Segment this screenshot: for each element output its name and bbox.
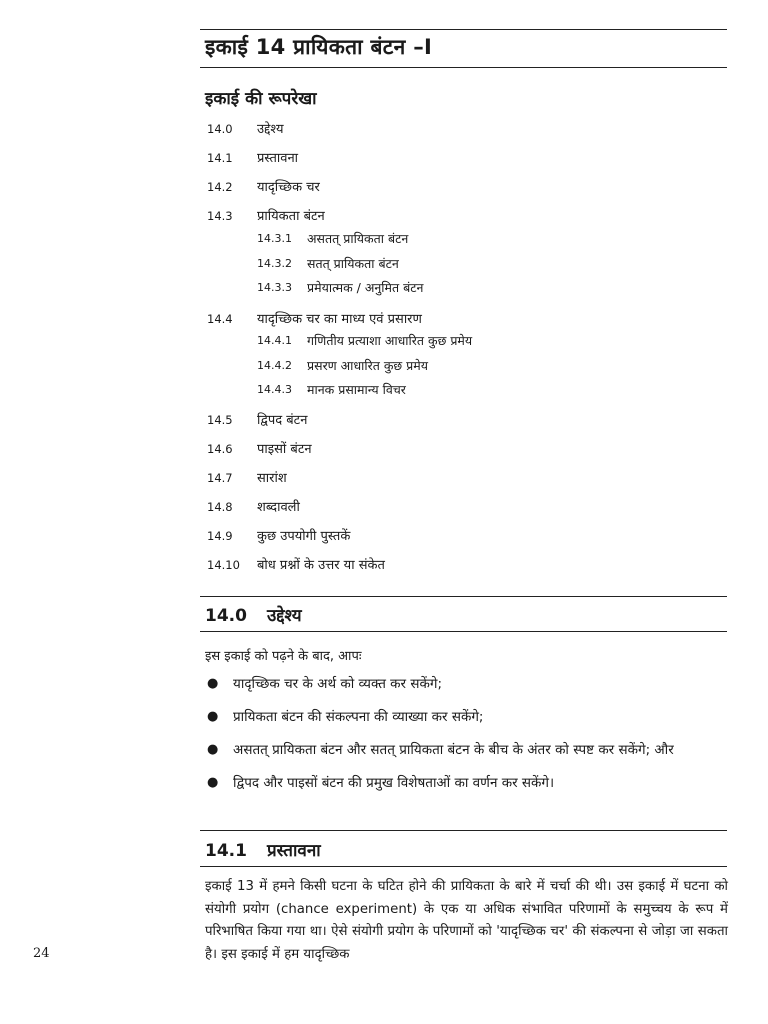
list-item-text: प्रायिकता बंटन की संकल्पना की व्याख्या कर सकेंगे;	[233, 709, 484, 725]
section-rule	[200, 596, 727, 597]
list-item	[205, 673, 730, 695]
section-number: 14.0	[205, 606, 247, 626]
list-item	[205, 739, 730, 761]
toc-subitem-number: 14.3.1	[257, 232, 292, 245]
toc-item	[207, 465, 727, 494]
section-number: 14.1	[205, 841, 247, 861]
toc-subitem-label: प्रमेयात्मक / अनुमित बंटन	[307, 280, 424, 295]
toc-subitem	[207, 356, 727, 381]
toc-subitem	[207, 278, 727, 306]
toc-item-label: शब्दावली	[257, 500, 300, 515]
introduction-paragraph: इकाई 13 में हमने किसी घटना के घटित होने की प्रायिकता के बारे में चर्चा की थी। उस इकाई में घटना को संयोगी प्रयोग (chance experiment) के एक या अधिक संभावित परिणामों के समुच्चय के रूप में परिभाषित किया गया था। ऐसे संयोगी प्रयोग के परिणामों को 'यादृच्छिक चर' की संकल्पना से जोड़ा जा सकता है। इस इकाई में हम यादृच्छिक	[205, 879, 728, 962]
toc-subitem	[207, 254, 727, 279]
toc-item-label: प्रस्तावना	[257, 151, 299, 166]
toc-item-label: प्रायिकता बंटन	[257, 209, 325, 224]
section-rule	[200, 631, 727, 632]
toc-item-number: 14.3	[207, 209, 233, 223]
toc-item	[207, 145, 727, 174]
section-rule	[200, 866, 727, 867]
bullet-icon: ●	[207, 775, 219, 790]
page-number: 24	[33, 946, 50, 961]
objectives-intro: इस इकाई को पढ़ने के बाद, आपः	[205, 649, 362, 664]
top-rule	[200, 29, 727, 30]
toc-item-label: यादृच्छिक चर का माध्य एवं प्रसारण	[257, 312, 422, 327]
toc-subitem-label: गणितीय प्रत्याशा आधारित कुछ प्रमेय	[307, 333, 473, 348]
toc-subitem-label: प्रसरण आधारित कुछ प्रमेय	[307, 357, 429, 373]
toc-item-label: द्विपद बंटन	[257, 413, 308, 428]
toc-item	[207, 174, 727, 203]
section-rule	[200, 830, 727, 831]
toc-item-label: सारांश	[257, 471, 287, 486]
list-item-text: द्विपद और पाइसों बंटन की प्रमुख विशेषताओं का वर्णन कर सकेंगे।	[233, 775, 555, 791]
toc-item-number: 14.6	[207, 442, 233, 456]
bullet-icon: ●	[207, 742, 219, 757]
list-item	[205, 706, 730, 728]
toc-subitem-number: 14.4.1	[257, 334, 292, 347]
toc-subitem-label: मानक प्रसामान्य विचर	[307, 382, 406, 397]
toc-item	[207, 407, 727, 436]
toc-subitem	[207, 331, 727, 356]
bullet-icon: ●	[207, 709, 219, 724]
toc-item-number: 14.9	[207, 529, 233, 543]
toc-item	[207, 552, 727, 581]
title-underline	[200, 67, 727, 68]
toc-subitem	[207, 229, 727, 254]
toc-item-label: बोध प्रश्नों के उत्तर या संकेत	[257, 558, 385, 573]
toc-subitem-label: असतत् प्रायिकता बंटन	[307, 231, 409, 246]
toc-item-number: 14.0	[207, 122, 233, 136]
toc-item-label: पाइसों बंटन	[257, 442, 312, 457]
toc-item	[207, 203, 727, 229]
outline-heading: इकाई की रूपरेखा	[205, 89, 317, 109]
toc-item-number: 14.7	[207, 471, 233, 485]
toc-item	[207, 523, 727, 552]
toc-subitem-label: सतत् प्रायिकता बंटन	[307, 255, 399, 271]
toc-item-number: 14.5	[207, 413, 233, 427]
section-title: उद्देश्य	[267, 606, 302, 626]
toc-item-number: 14.2	[207, 180, 233, 194]
table-of-contents	[207, 116, 727, 581]
bullet-icon: ●	[207, 676, 219, 691]
toc-item	[207, 494, 727, 523]
toc-subitem-number: 14.4.3	[257, 383, 292, 396]
toc-item-number: 14.8	[207, 500, 233, 514]
toc-subitem	[207, 380, 727, 407]
unit-title: इकाई 14 प्रायिकता बंटन –I	[205, 35, 433, 59]
toc-item-number: 14.10	[207, 558, 240, 572]
toc-item	[207, 436, 727, 465]
list-item-text: यादृच्छिक चर के अर्थ को व्यक्त कर सकेंगे;	[233, 676, 443, 692]
toc-subitem-number: 14.4.2	[257, 358, 292, 372]
section-title: प्रस्तावना	[267, 841, 321, 861]
toc-item-label: कुछ उपयोगी पुस्तकें	[257, 529, 351, 544]
toc-item-label: यादृच्छिक चर	[257, 180, 320, 195]
list-item-text: असतत् प्रायिकता बंटन और सतत् प्रायिकता बंटन के बीच के अंतर को स्पष्ट कर सकेंगे; और	[233, 742, 674, 758]
objectives-list	[205, 673, 730, 805]
toc-item-label: उद्देश्य	[257, 122, 284, 137]
toc-subitem-number: 14.3.3	[257, 281, 292, 294]
toc-item	[207, 306, 727, 331]
toc-subitem-number: 14.3.2	[257, 256, 292, 270]
section-heading-introduction	[205, 838, 321, 861]
toc-item-number: 14.4	[207, 312, 233, 326]
toc-item-number: 14.1	[207, 151, 233, 165]
section-heading-objectives	[205, 603, 302, 626]
toc-item	[207, 116, 727, 145]
list-item	[205, 772, 730, 794]
